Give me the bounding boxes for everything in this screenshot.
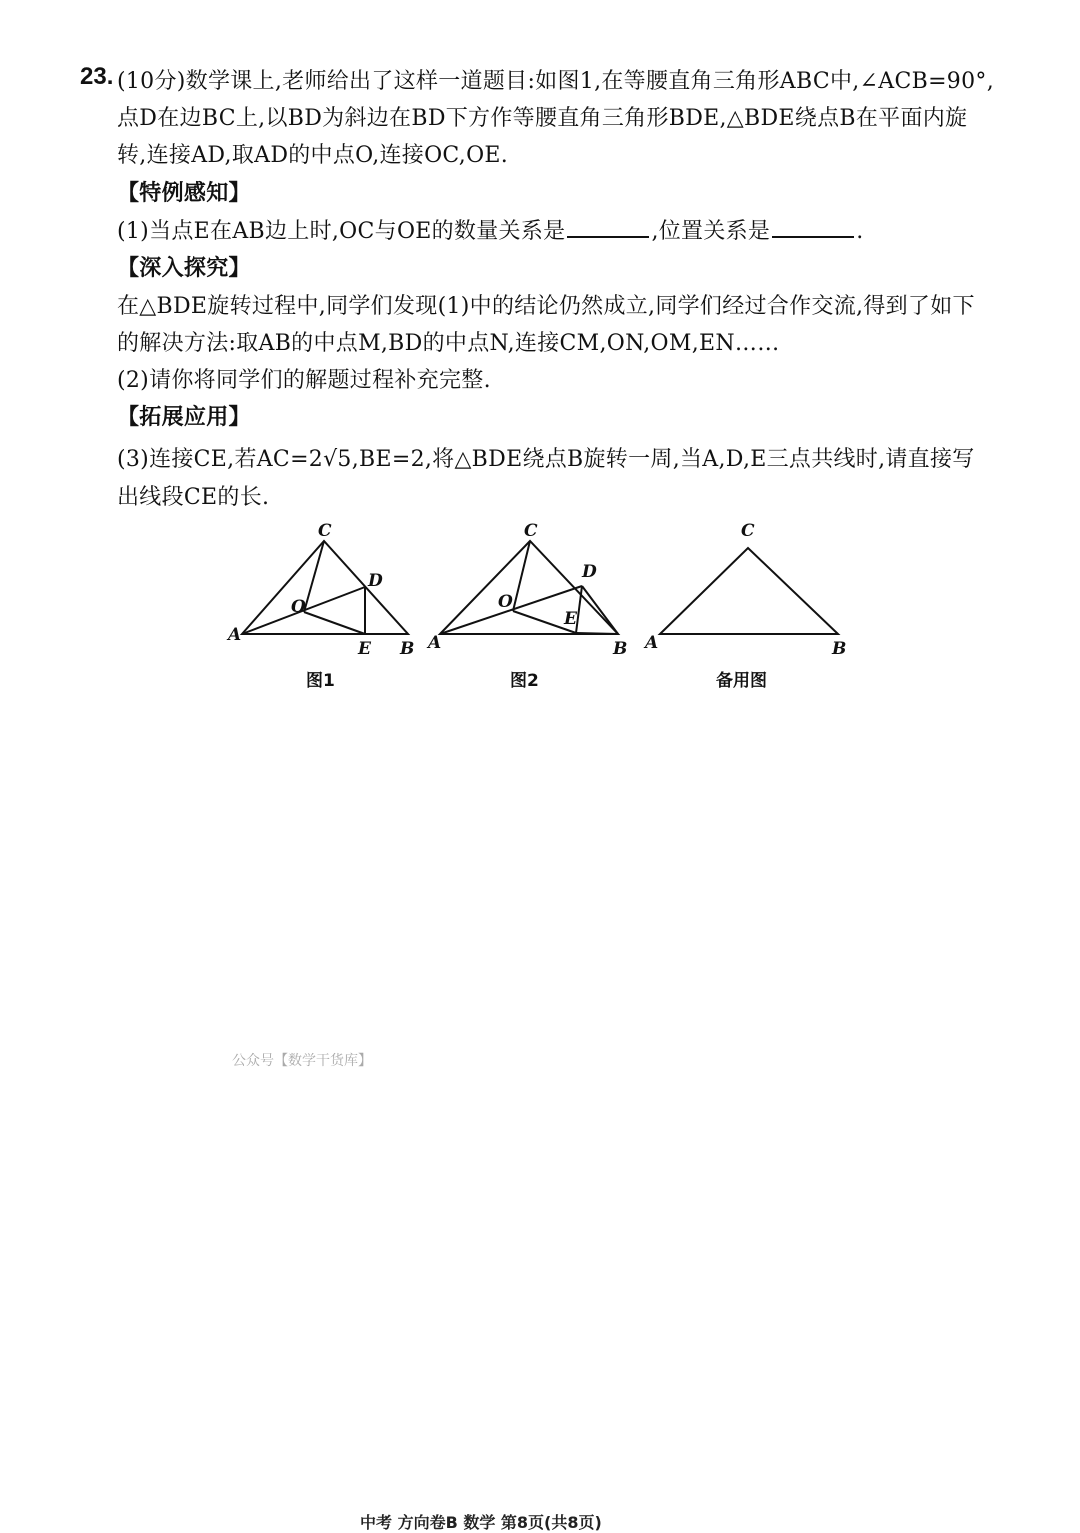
question-line-1: (10分)数学课上,老师给出了这样一道题目:如图1,在等腰直角三角形ABC中,∠ACB=90°, — [117, 69, 994, 94]
part1-text-a: (1)当点E在AB边上时,OC与OE的数量关系是 — [117, 219, 566, 244]
figure-1 — [242, 541, 408, 634]
section-title-extend: 【拓展应用】 — [117, 404, 251, 430]
fig1-label-c: C — [318, 521, 332, 541]
fig2-segment-oc — [513, 541, 530, 611]
fig2-segment-eb — [576, 633, 618, 634]
question-number: 23. — [80, 63, 114, 90]
fig1-label-o: O — [291, 597, 306, 617]
fig1-segment-oe — [304, 612, 365, 634]
section-title-deep-explore: 【深入探究】 — [117, 255, 251, 281]
fig2-caption: 图2 — [510, 671, 539, 691]
fig3-triangle-abc — [660, 548, 838, 634]
fig2-label-o: O — [498, 592, 513, 612]
part1-text-c: . — [856, 219, 864, 244]
fig2-triangle-abc — [440, 541, 618, 634]
fig2-label-a: A — [428, 633, 442, 653]
fig2-label-e: E — [564, 609, 577, 629]
part2-line-1: 在△BDE旋转过程中,同学们发现(1)中的结论仍然成立,同学们经过合作交流,得到了如下 — [117, 294, 975, 319]
part2-line-2: 的解决方法:取AB的中点M,BD的中点N,连接CM,ON,OM,EN…… — [117, 331, 780, 356]
figure-2 — [440, 541, 618, 634]
question-line-3: 转,连接AD,取AD的中点O,连接OC,OE. — [117, 143, 509, 168]
section-title-special-case: 【特例感知】 — [117, 180, 251, 206]
part1-question — [117, 214, 864, 245]
figures-svg — [220, 508, 860, 708]
fig2-label-b: B — [613, 639, 628, 659]
fig3-label-b: B — [832, 639, 847, 659]
answer-blank-quantity[interactable] — [567, 218, 649, 238]
fig2-label-c: C — [524, 521, 538, 541]
fig3-caption: 备用图 — [716, 671, 767, 691]
fig1-label-e: E — [358, 639, 371, 659]
fig3-label-a: A — [645, 633, 659, 653]
answer-blank-position[interactable] — [772, 218, 854, 238]
part3-line-1: (3)连接CE,若AC=2√5,BE=2,将△BDE绕点B旋转一周,当A,D,E三点共线时,请直接写 — [117, 447, 975, 472]
fig2-segment-db — [582, 586, 618, 634]
part1-text-b: ,位置关系是 — [651, 219, 771, 244]
fig1-label-b: B — [400, 639, 415, 659]
fig1-label-a: A — [228, 625, 242, 645]
figure-backup — [660, 548, 838, 634]
fig1-label-d: D — [368, 571, 383, 591]
page-footer: 中考 方向卷B 数学 第8页(共8页) — [360, 1513, 602, 1532]
fig2-label-d: D — [582, 562, 597, 582]
watermark: 公众号【数学干货库】 — [232, 1053, 372, 1069]
fig3-label-c: C — [741, 521, 755, 541]
question-line-2: 点D在边BC上,以BD为斜边在BD下方作等腰直角三角形BDE,△BDE绕点B在平面内旋 — [117, 106, 968, 131]
figures-area — [220, 508, 860, 708]
part3-line-2: 出线段CE的长. — [117, 485, 270, 510]
fig1-caption: 图1 — [306, 671, 335, 691]
part2-question: (2)请你将同学们的解题过程补充完整. — [117, 368, 491, 393]
